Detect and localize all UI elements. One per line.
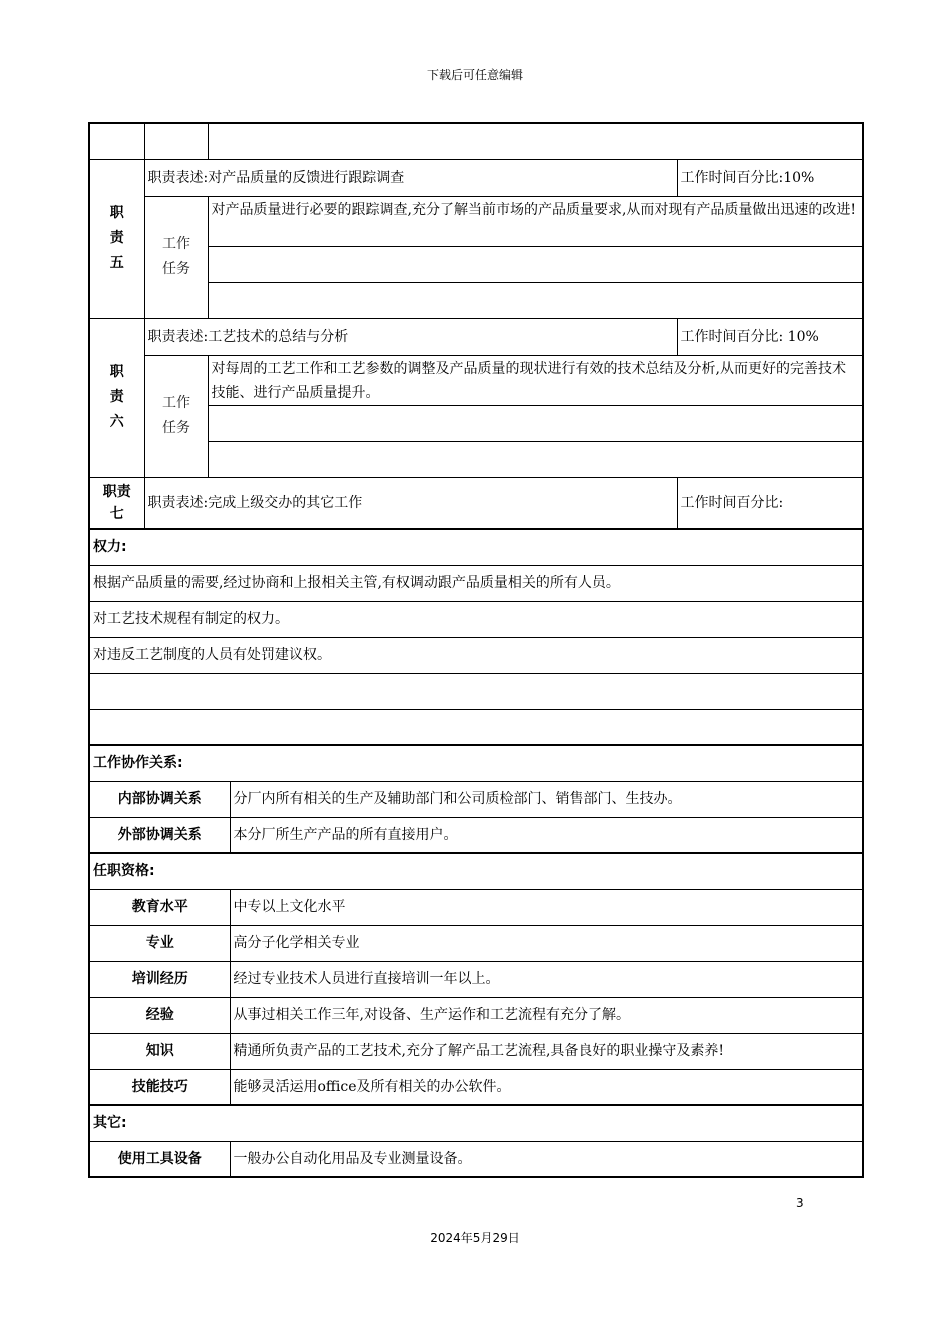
collaboration-title: 工作协作关系: [89, 745, 863, 781]
authority-item [89, 709, 863, 745]
table-row [89, 997, 863, 1033]
list-item [89, 709, 863, 745]
qualification-label: 经验 [89, 997, 230, 1033]
other-value: 一般办公自动化用品及专业测量设备。 [230, 1141, 863, 1177]
authority-title: 权力: [89, 529, 863, 565]
responsibilities-table [88, 528, 864, 1178]
table-row [89, 889, 863, 925]
authority-item: 对工艺技术规程有制定的权力。 [89, 601, 863, 637]
duty-five-desc-row [89, 159, 863, 196]
qualification-value: 经过专业技术人员进行直接培训一年以上。 [230, 961, 863, 997]
duty-seven-time-percent: 工作时间百分比: [677, 477, 863, 529]
list-item [89, 601, 863, 637]
qualifications-title: 任职资格: [89, 853, 863, 889]
duty-five-task-3 [208, 282, 863, 318]
duty-five-task-row [89, 196, 863, 246]
header-note: 下载后可任意编辑 [426, 68, 523, 82]
duty-six-task-row [89, 355, 863, 405]
other-title-row [89, 1105, 863, 1141]
duty-six-task-1: 对每周的工艺工作和工艺参数的调整及产品质量的现状进行有效的技术总结及分析,从而更好的完善技术技能、进行产品质量提升。 [208, 355, 863, 405]
table-row [89, 817, 863, 853]
authority-item [89, 673, 863, 709]
qualification-label: 技能技巧 [89, 1069, 230, 1105]
table-row [89, 1033, 863, 1069]
collaboration-value: 本分厂所生产产品的所有直接用户。 [230, 817, 863, 853]
page-number: 3 [796, 1196, 804, 1210]
qualification-value: 能够灵活运用office及所有相关的办公软件。 [230, 1069, 863, 1105]
qualification-label: 培训经历 [89, 961, 230, 997]
qualification-value: 从事过相关工作三年,对设备、生产运作和工艺流程有充分了解。 [230, 997, 863, 1033]
table-row [89, 925, 863, 961]
qualification-value: 中专以上文化水平 [230, 889, 863, 925]
qualification-label: 知识 [89, 1033, 230, 1069]
duty-five-time-percent: 工作时间百分比:10% [677, 159, 863, 196]
list-item [89, 565, 863, 601]
authority-item: 根据产品质量的需要,经过协商和上报相关主管,有权调动跟产品质量相关的所有人员。 [89, 565, 863, 601]
qualification-value: 精通所负责产品的工艺技术,充分了解产品工艺流程,具备良好的职业操守及素养! [230, 1033, 863, 1069]
collaboration-value: 分厂内所有相关的生产及辅助部门和公司质检部门、销售部门、生技办。 [230, 781, 863, 817]
page-date: 2024年5月29日 [430, 1231, 520, 1245]
list-item [89, 637, 863, 673]
qualification-label: 专业 [89, 925, 230, 961]
authority-item: 对违反工艺制度的人员有处罚建议权。 [89, 637, 863, 673]
duty-five-task-2 [208, 246, 863, 282]
other-label: 使用工具设备 [89, 1141, 230, 1177]
table-row [89, 1141, 863, 1177]
duty-five-task-1: 对产品质量进行必要的跟踪调查,充分了解当前市场的产品质量要求,从而对现有产品质量做出迅速的改进! [208, 196, 863, 246]
duty-five-task-label: 工作 任务 [144, 196, 208, 318]
duty-six-desc-row [89, 318, 863, 355]
collaboration-title-row [89, 745, 863, 781]
duty-six-task-2 [208, 405, 863, 441]
duty-five-label: 职 责 五 [89, 159, 144, 318]
collaboration-label: 外部协调关系 [89, 817, 230, 853]
duty-seven-label: 职责 七 [89, 477, 144, 529]
duty-six-task-label: 工作 任务 [144, 355, 208, 477]
other-title: 其它: [89, 1105, 863, 1141]
table-row [89, 1069, 863, 1105]
authority-title-row [89, 529, 863, 565]
qualification-value: 高分子化学相关专业 [230, 925, 863, 961]
table-row [89, 781, 863, 817]
duty-six-task-3 [208, 441, 863, 477]
qualifications-title-row [89, 853, 863, 889]
duty-seven-description: 职责表述:完成上级交办的其它工作 [144, 477, 677, 529]
duty-six-time-percent: 工作时间百分比: 10% [677, 318, 863, 355]
duties-table [88, 122, 864, 530]
blank-row [89, 123, 863, 159]
collaboration-label: 内部协调关系 [89, 781, 230, 817]
duty-seven-row [89, 477, 863, 529]
list-item [89, 673, 863, 709]
duty-six-description: 职责表述:工艺技术的总结与分析 [144, 318, 677, 355]
duty-six-label: 职 责 六 [89, 318, 144, 477]
table-row [89, 961, 863, 997]
duty-five-description: 职责表述:对产品质量的反馈进行跟踪调查 [144, 159, 677, 196]
qualification-label: 教育水平 [89, 889, 230, 925]
